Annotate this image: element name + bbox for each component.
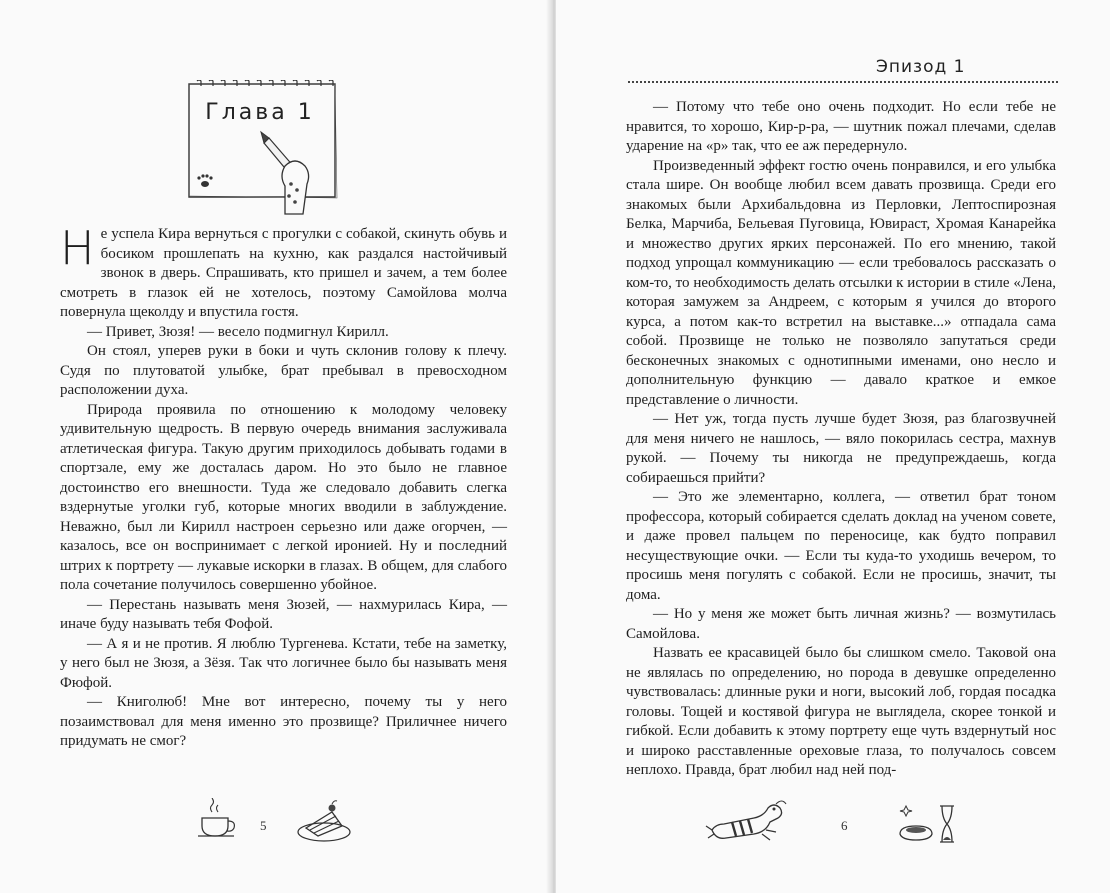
page-number: 6 [841,818,848,833]
paragraph: — Перестань называть меня Зюзей, — нахмурилась Кира, — иначе буду называть тебя Фофой. [60,596,507,632]
running-head-title: Эпизод 1 [876,57,966,77]
paragraph: Не успела Кира вернуться с прогулки с собакой, скинуть обувь и босиком прошлепать на кухню, как раздался настойчивый звонок в дверь. Спрашивать, кто пришел и зачем, а тем более смотреть в глазок ей не хотелось, поэтому Самойлова молча повернула щеколду и впустила гостя. [60,221,507,320]
right-page [556,0,1110,893]
paragraph: — А я и не против. Я люблю Тургенева. Кстати, тебе на заметку, у него был не Зюзя, а Зёзя. Так что логичнее было бы называть меня Фюфой. [60,635,507,691]
paragraph: Природа проявила по отношению к молодому человеку удивительную щедрость. В первую очередь внимания заслуживала атлетическая фигура. Такую другим приходилось добывать годами в спортзале, ему же досталась даром. Но это было не главное достоинство его внешности. Туда же следовало добавить слегка вздернутые уголки губ, которые многих вводили в заблуждение. Неважно, был ли Кирилл настроен серьезно или даже огорчен, — казалось, все он воспринимает с легкой иронией. Ну и последний штрих к портрету — лукавые искорки в глазах. В общем, для слабого пола сочетание получилось совершенно убойное. [60,401,507,593]
chapter-heading-card [185,80,347,215]
drop-cap: Н [60,221,95,275]
paragraph: — Но у меня же может быть личная жизнь? — возмутилась Самойлова. [626,606,1056,642]
paragraph: Назвать ее красавицей было бы слишком смело. Таковой она не являлась по определению, но порода в девушке определенно чувствовалась: длинные руки и ноги, высокий лоб, гордая посадка головы. Тощей и костявой фигура не выглядела, скорее тонкой и гибкой. Если добавить к этому портрету еще чуть вздернутый нос и широко расставленные ореховые глаза, то получалось совсем неплохо. Правда, брат любил над ней под- [626,645,1056,778]
paragraph: — Нет уж, тогда пусть лучше будет Зюзя, раз благозвучней для меня ничего не нашлось, — вяло покорилась сестра, махнув рукой. — Почему ты никогда не предупреждаешь, когда собираешься прийти? [626,411,1056,486]
paragraph: — Потому что тебе оно очень подходит. Но если тебе не нравится, то хорошо, Кир-р-ра, — шутник пожал плечами, сделав ударение на «р» так, что ее аж передернуло. [626,99,1056,154]
left-page-body [60,221,507,752]
running-dog-icon [704,800,790,844]
paragraph: — Книголюб! Мне вот интересно, почему ты у него позаимствовал для меня именно это прозвище? Приличнее ничего придумать не смог? [60,694,507,749]
paragraph: — Это же элементарно, коллега, — ответил брат тоном профессора, который собирается сделать доклад на ученом совете, и даже провел пальцем по переносице, как будто поправил несуществующие очки. — Если ты куда-то уходишь вечером, то просишь меня погулять с собакой. Если не просишь, значит, ты дома. [626,489,1056,603]
paragraph: — Привет, Зюзя! — весело подмигнул Кирилл. [87,323,389,340]
paragraph: Произведенный эффект гостю очень понравился, и его улыбка стала шире. Он вообще любил всем давать прозвища. Среди его знакомых были Архибальдовна из Перловки, Лептоспирозная Белка, Марчиба, Бельевая Пуговица, Ювираст, Хромая Канарейка и множество других ярких персонажей. По его мнению, такой подход упрощал коммуникацию — если требовалось рассказать о ком-то, то необходимость делать отсылки к истории в стиле «Лена, которая замужем за Андреем, с которым я учился до второго курса, а потом как-то встретил на выставке...» отпадала сама собой. Прозвище не только не позволяло запутаться среди бесконечных знакомых с однотипными именами, оно несло и дополнительную функцию — давало краткое и емкое представление о личности. [626,157,1056,408]
cake-slice-icon [296,798,354,844]
right-page-body [626,98,1056,781]
coffee-cup-icon [196,798,242,840]
chapter-title: Глава 1 [205,100,315,125]
left-page [0,0,553,893]
running-head [628,57,1058,83]
paragraph: Он стоял, уперев руки в боки и чуть склонив голову к плечу. Судя по плутоватой улыбке, брат пребывал в превосходном расположении духа. [60,343,507,398]
page-number: 5 [260,818,267,833]
bowl-and-hourglass-icon [894,800,964,846]
